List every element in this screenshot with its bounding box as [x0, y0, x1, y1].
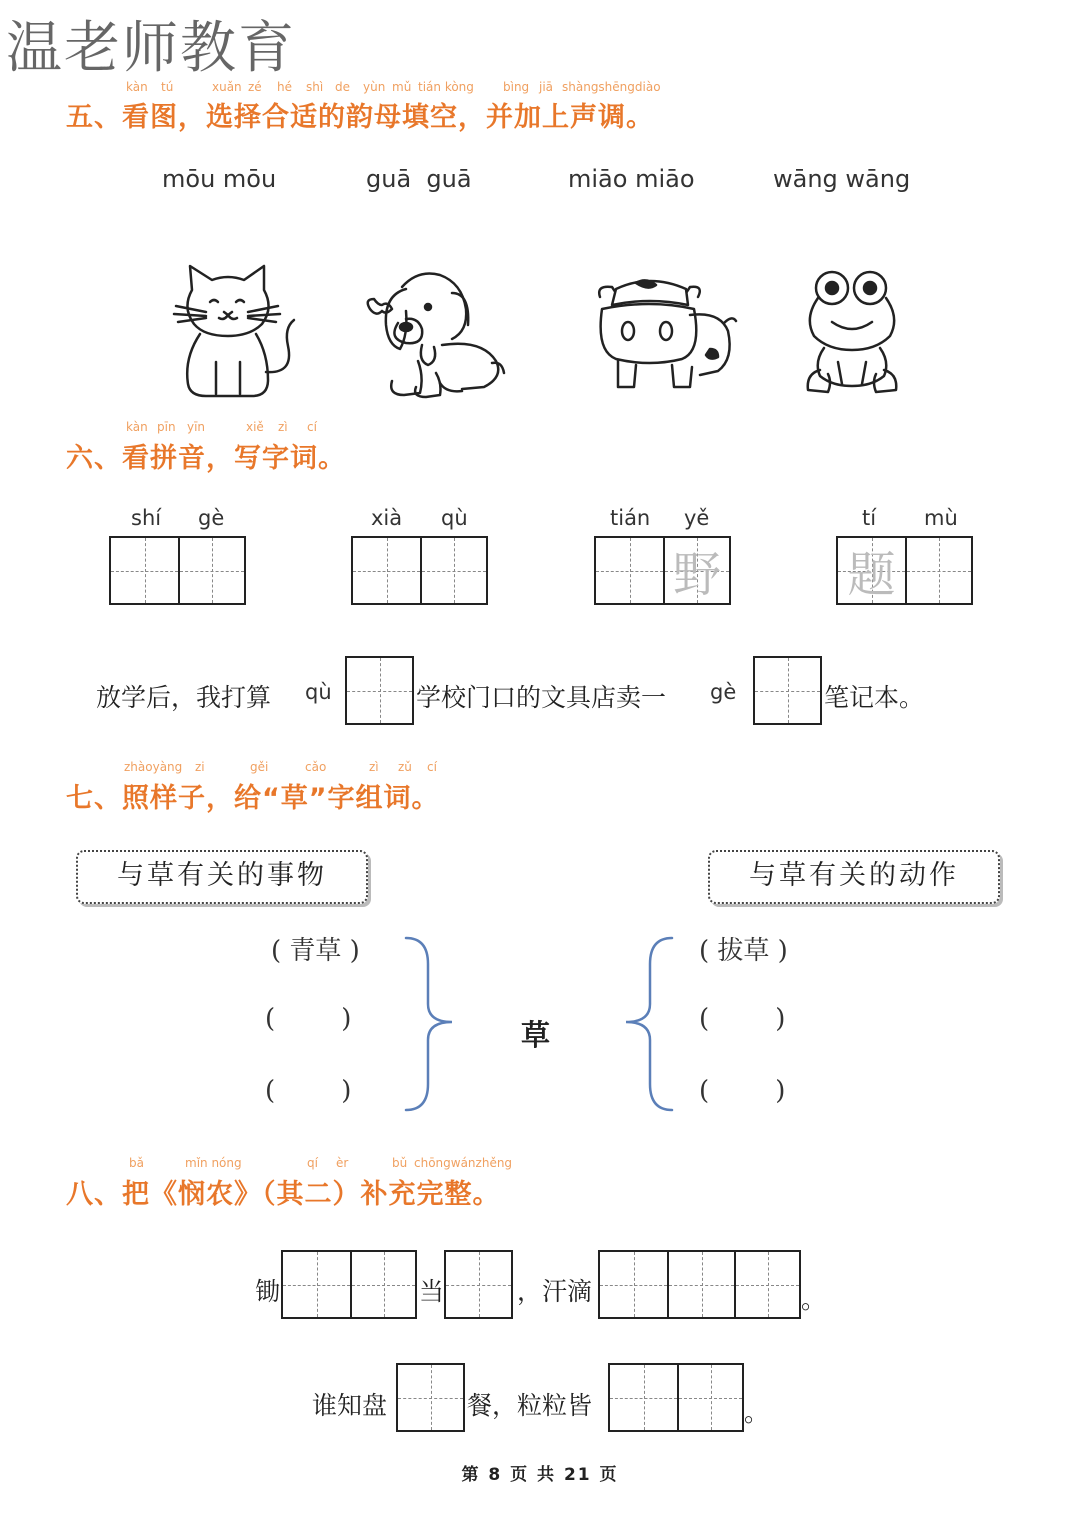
word-pinyin: gè — [198, 506, 225, 530]
right-category-label: 与草有关的动作 — [708, 850, 1000, 904]
center-character: 草 — [521, 1018, 551, 1052]
word-answer[interactable]: ( ) — [265, 1004, 352, 1034]
pinyin-hint: èr — [336, 1156, 349, 1170]
word-pinyin: mù — [924, 506, 958, 530]
pinyin-hint: gěi — [250, 760, 269, 774]
sentence-text: 学校门口的文具店卖一 — [416, 683, 667, 712]
animal-sound: miāo miāo — [568, 165, 695, 193]
left-category-label: 与草有关的事物 — [76, 850, 368, 904]
character-grid[interactable] — [396, 1363, 465, 1432]
pinyin-hint: zi — [195, 760, 205, 774]
pinyin-hint: yùn — [363, 80, 386, 94]
pinyin-hint: zhàoyàng — [124, 760, 183, 774]
character-grid[interactable] — [345, 656, 414, 725]
sentence-pinyin: gè — [710, 680, 737, 704]
pinyin-hint: jiā — [539, 80, 554, 94]
pinyin-hint: qí — [307, 1156, 318, 1170]
character-grid[interactable] — [281, 1250, 417, 1319]
pinyin-hint: tián kòng — [418, 80, 474, 94]
pinyin-hint: cí — [427, 760, 437, 774]
poem-text: 。 — [801, 1285, 827, 1314]
pinyin-hint: xiě — [246, 420, 264, 434]
pinyin-hint: pīn — [157, 420, 176, 434]
pinyin-hint: shì — [306, 80, 324, 94]
animal-sound: mōu mōu — [162, 165, 277, 193]
word-pinyin: xià — [371, 506, 403, 530]
character-grid[interactable] — [753, 656, 822, 725]
poem-text: 当 — [419, 1277, 445, 1306]
trace-character: 野 — [672, 547, 721, 603]
poem-text: 谁知盘 — [312, 1391, 388, 1420]
section-title: 七、照样子，给“草”字组词。 — [66, 783, 440, 814]
pinyin-hint: de — [335, 80, 350, 94]
pinyin-hint: mǔ — [392, 80, 412, 94]
word-pinyin: qù — [441, 506, 468, 530]
pinyin-hint: bìng — [503, 80, 530, 94]
word-pinyin: tí — [862, 506, 877, 530]
pinyin-hint: hé — [277, 80, 292, 94]
pinyin-hint: cí — [307, 420, 317, 434]
character-grid[interactable] — [608, 1363, 744, 1432]
pinyin-hint: zì — [369, 760, 379, 774]
pinyin-hint: cǎo — [305, 760, 327, 774]
pinyin-hint: kàn — [126, 80, 148, 94]
watermark: 温老师教育 — [6, 16, 296, 81]
poem-text: 。 — [744, 1398, 770, 1427]
poem-text: 餐，粒粒皆 — [467, 1391, 593, 1420]
pinyin-hint: tú — [161, 80, 174, 94]
word-answer[interactable]: ( ) — [699, 1004, 786, 1034]
pinyin-hint: mǐn nóng — [185, 1156, 242, 1170]
word-pinyin: yě — [684, 506, 710, 530]
character-grid[interactable] — [598, 1250, 801, 1319]
section-title: 六、看拼音，写字词。 — [66, 443, 346, 474]
word-answer[interactable]: ( 拔草 ) — [699, 936, 788, 966]
dog-icon — [362, 265, 507, 400]
pinyin-hint: chōngwánzhěng — [414, 1156, 513, 1170]
section-title: 五、看图，选择合适的韵母填空，并加上声调。 — [66, 102, 654, 133]
word-answer[interactable]: ( 青草 ) — [271, 936, 360, 966]
pinyin-hint: bǔ — [392, 1156, 408, 1170]
character-grid[interactable] — [351, 536, 488, 605]
left-brace-icon — [400, 934, 460, 1114]
trace-character: 题 — [847, 547, 896, 603]
pinyin-hint: bǎ — [129, 1156, 144, 1170]
sentence-text: 放学后，我打算 — [96, 683, 272, 712]
sentence-text: 笔记本。 — [824, 683, 925, 712]
animal-sound: guā guā — [366, 165, 472, 193]
character-grid[interactable] — [594, 536, 731, 605]
poem-text: ，汗滴 — [517, 1277, 593, 1306]
word-pinyin: tián — [610, 506, 651, 530]
page-footer: 第 8 页 共 21 页 — [461, 1465, 619, 1485]
character-grid[interactable] — [444, 1250, 513, 1319]
pinyin-hint: kàn — [126, 420, 148, 434]
frog-icon — [802, 266, 902, 401]
pinyin-hint: zì — [278, 420, 288, 434]
cat-icon — [170, 262, 300, 402]
section-title: 八、把《悯农》（其二）补充完整。 — [66, 1179, 501, 1210]
pinyin-hint: yīn — [187, 420, 206, 434]
pinyin-hint: zé — [248, 80, 262, 94]
character-grid[interactable] — [109, 536, 246, 605]
sentence-pinyin: qù — [305, 680, 332, 704]
animal-sound: wāng wāng — [773, 165, 911, 193]
pinyin-hint: zǔ — [398, 760, 412, 774]
pinyin-hint: shàngshēngdiào — [562, 80, 661, 94]
pinyin-hint: xuǎn — [212, 80, 242, 94]
right-brace-icon — [618, 934, 678, 1114]
character-grid[interactable] — [836, 536, 973, 605]
word-pinyin: shí — [131, 506, 162, 530]
word-answer[interactable]: ( ) — [699, 1076, 786, 1106]
poem-text: 锄 — [255, 1277, 281, 1306]
word-answer[interactable]: ( ) — [265, 1076, 352, 1106]
cow-icon — [590, 275, 740, 395]
